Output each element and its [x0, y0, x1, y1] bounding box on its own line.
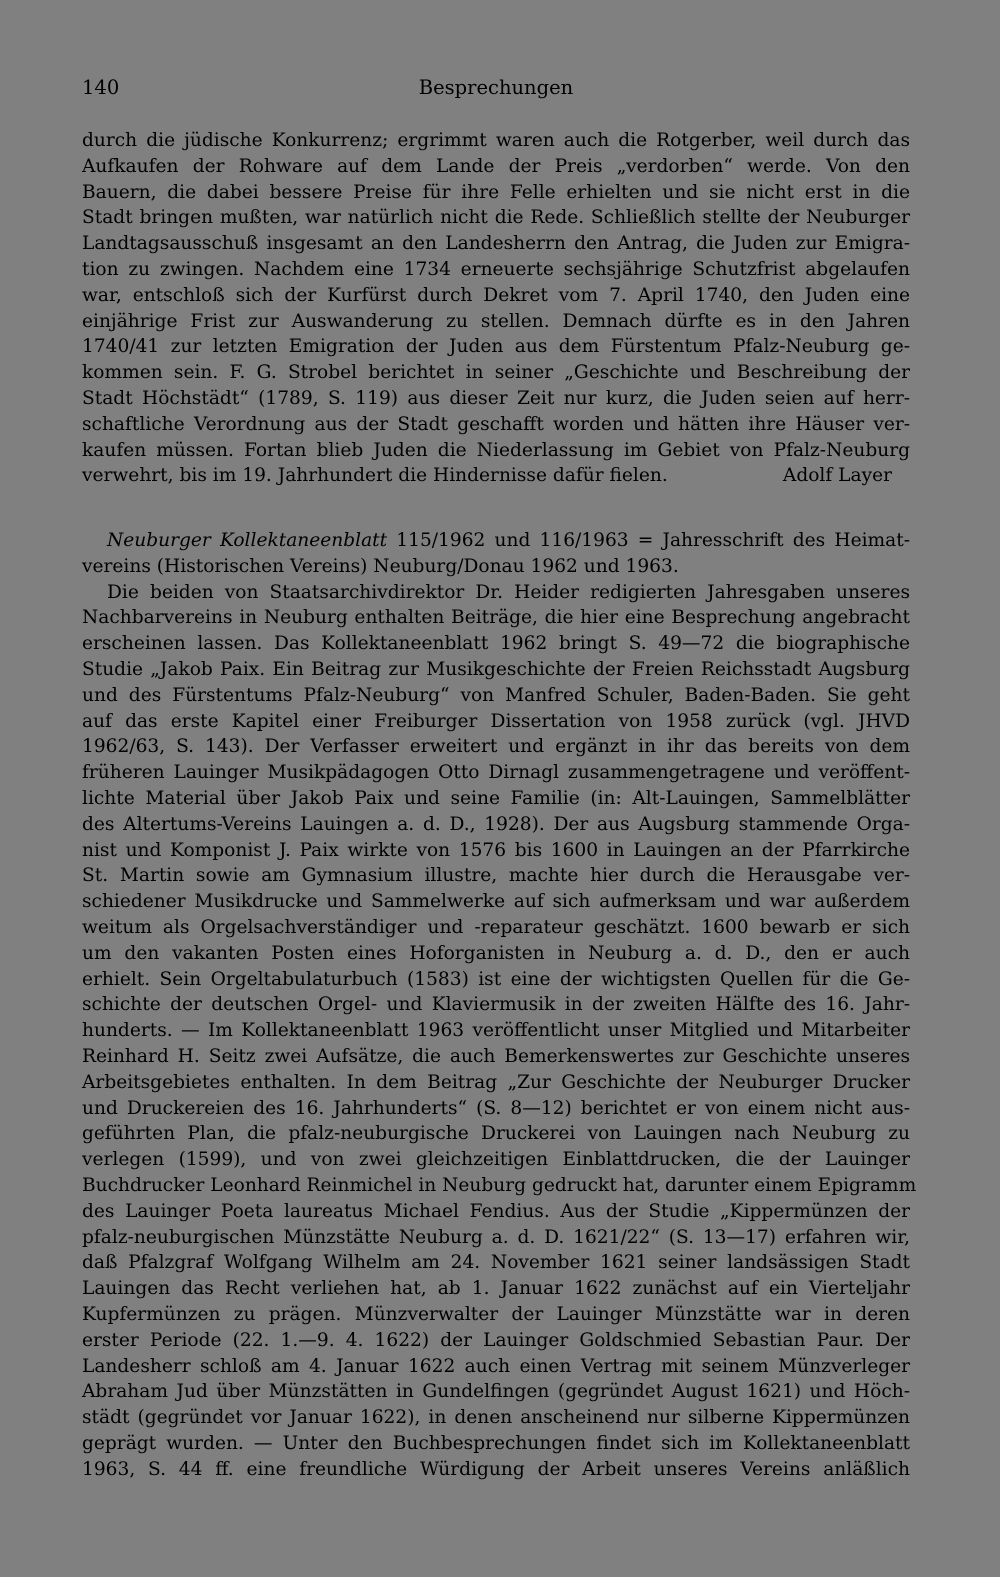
text-line: Arbeitsgebietes enthalten. In dem Beitrag „Zur Geschichte der Neuburger Drucker [82, 1071, 910, 1093]
text-line: des Altertums-Vereins Lauingen a. d. D., 1928). Der aus Augsburg stammende Orga- [82, 813, 910, 835]
text-line: früheren Lauinger Musikpädagogen Otto Dirnagl zusammengetragene und veröffent- [82, 762, 910, 784]
text-line: tion zu zwingen. Nachdem eine 1734 erneuerte sechsjährige Schutzfrist abgelaufen [82, 258, 910, 280]
section-2-review [82, 528, 917, 1482]
page-header [82, 76, 910, 102]
citation-line [82, 528, 910, 554]
text-line: Landtagsausschuß insgesamt an den Landesherrn den Antrag, die Juden zur Emigra- [82, 233, 910, 255]
section-1-paragraph [82, 128, 910, 489]
text-line: geführten Plan, die pfalz-neuburgische Druckerei von Lauingen nach Neuburg zu [82, 1123, 910, 1145]
author-signature: Adolf Layer [782, 465, 892, 487]
text-line: erhielt. Sein Orgeltabulaturbuch (1583) ist eine der wichtigsten Quellen für die Ge- [82, 968, 910, 990]
page-number: 140 [82, 76, 120, 99]
text-line: war, entschloß sich der Kurfürst durch Dekret vom 7. April 1740, den Juden eine [82, 284, 910, 306]
text-line: 1740/41 zur letzten Emigration der Juden aus dem Fürstentum Pfalz-Neuburg ge- [82, 336, 910, 358]
text-line: nist und Komponist J. Paix wirkte von 1576 bis 1600 in Lauingen an der Pfarrkirche [82, 839, 910, 861]
text-line: schichte der deutschen Orgel- und Klaviermusik in der zweiten Hälfte des 16. Jahr- [82, 994, 910, 1016]
text-line: erster Periode (22. 1.—9. 4. 1622) der Lauinger Goldschmied Sebastian Paur. Der [82, 1329, 910, 1351]
closing-line [82, 463, 910, 489]
running-head: Besprechungen [418, 76, 574, 99]
text-line: und des Fürstentums Pfalz-Neuburg“ von Manfred Schuler, Baden-Baden. Sie geht [82, 684, 910, 706]
text-line: 1963, S. 44 ff. eine freundliche Würdigung der Arbeit unseres Vereins anläßlich [82, 1458, 910, 1480]
text-line: pfalz-neuburgischen Münzstätte Neuburg a. d. D. 1621/22“ (S. 13—17) erfahren wir, [82, 1226, 910, 1248]
text-line: erscheinen lassen. Das Kollektaneenblatt 1962 bringt S. 49—72 die biographische [82, 633, 910, 655]
text-line: einjährige Frist zur Auswanderung zu stellen. Demnach dürfte es in den Jahren [82, 310, 910, 332]
citation-details: 115/1962 und 116/1963 = Jahresschrift des Heimat- [387, 530, 910, 551]
text-line: geprägt wurden. — Unter den Buchbesprechungen findet sich im Kollektaneenblatt [82, 1432, 910, 1454]
text-line: Kupfermünzen zu prägen. Münzverwalter der Lauinger Münzstätte war in deren [82, 1303, 910, 1325]
text-line: schiedener Musikdrucke und Sammelwerke auf sich aufmerksam und war außerdem [82, 891, 910, 913]
text-line: hunderts. — Im Kollektaneenblatt 1963 veröffentlicht unser Mitglied und Mitarbeiter [82, 1020, 910, 1042]
text-line: städt (gegründet vor Januar 1622), in denen anscheinend nur silberne Kippermünzen [82, 1407, 910, 1429]
text-line: durch die jüdische Konkurrenz; ergrimmt waren auch die Rotgerber, weil durch das [82, 130, 910, 151]
text-line: und Druckereien des 16. Jahrhunderts“ (S. 8—12) berichtet er von einem nicht aus- [82, 1097, 910, 1119]
text-line: um den vakanten Posten eines Hoforganisten in Neuburg a. d. D., den er auch [82, 942, 910, 964]
text-line: kommen sein. F. G. Strobel berichtet in seiner „Geschichte und Beschreibung der [82, 362, 910, 384]
text-line: auf das erste Kapitel einer Freiburger Dissertation von 1958 zurück (vgl. JHVD [82, 710, 910, 732]
text-line: Nachbarvereins in Neuburg enthalten Beiträge, die hier eine Besprechung angebracht [82, 607, 910, 629]
citation-line-2: vereins (Historischen Vereins) Neuburg/Donau 1962 und 1963. [82, 555, 679, 577]
text-line: weitum als Orgelsachverständiger und -reparateur geschätzt. 1600 bewarb er sich [82, 916, 910, 938]
text-line: Reinhard H. Seitz zwei Aufsätze, die auch Bemerkenswertes zur Geschichte unseres [82, 1045, 910, 1067]
paragraph-first-line: Die beiden von Staatsarchivdirektor Dr. Heider redigierten Jahresgaben unseres [107, 581, 910, 603]
text-line: Landesherr schloß am 4. Januar 1622 auch einen Vertrag mit seinem Münzverleger [82, 1355, 910, 1377]
text-line: Studie „Jakob Paix. Ein Beitrag zur Musikgeschichte der Freien Reichsstadt Augsburg [82, 658, 910, 680]
text-line: daß Pfalzgraf Wolfgang Wilhelm am 24. November 1621 seiner landsässigen Stadt [82, 1252, 910, 1274]
text-line: Lauingen das Recht verliehen hat, ab 1. Januar 1622 zunächst auf ein Vierteljahr [82, 1278, 910, 1300]
text-line: des Lauinger Poeta laureatus Michael Fendius. Aus der Studie „Kippermünzen der [82, 1200, 910, 1222]
text-line: Bauern, die dabei bessere Preise für ihre Felle erhielten und sie nicht erst in die [82, 181, 910, 203]
citation-title: Neuburger Kollektaneenblatt [107, 530, 388, 551]
text-line: Stadt bringen mußten, war natürlich nicht die Rede. Schließlich stellte der Neuburger [82, 207, 910, 229]
text-line: Abraham Jud über Münzstätten in Gundelfingen (gegründet August 1621) und Höch- [82, 1381, 910, 1403]
closing-text: verwehrt, bis im 19. Jahrhundert die Hindernisse dafür fielen. [82, 465, 668, 487]
text-line: lichte Material über Jakob Paix und seine Familie (in: Alt-Lauingen, Sammelblätter [82, 787, 910, 809]
text-line: Aufkaufen der Rohware auf dem Lande der Preis „verdorben“ werde. Von den [82, 155, 910, 177]
text-line: St. Martin sowie am Gymnasium illustre, machte hier durch die Herausgabe ver- [82, 865, 910, 887]
text-line: Buchdrucker Leonhard Reinmichel in Neuburg gedruckt hat, darunter einem Epigramm [82, 1174, 917, 1196]
text-line: 1962/63, S. 143). Der Verfasser erweitert und ergänzt in ihr das bereits von dem [82, 736, 910, 758]
text-line: kaufen müssen. Fortan blieb Juden die Niederlassung im Gebiet von Pfalz-Neuburg [82, 439, 910, 461]
text-line: Stadt Höchstädt“ (1789, S. 119) aus dieser Zeit nur kurz, die Juden seien auf herr- [82, 387, 910, 409]
text-line: schaftliche Verordnung aus der Stadt geschafft worden und hätten ihre Häuser ver- [82, 413, 910, 435]
text-line: verlegen (1599), und von zwei gleichzeitigen Einblattdrucken, die der Lauinger [82, 1149, 910, 1171]
